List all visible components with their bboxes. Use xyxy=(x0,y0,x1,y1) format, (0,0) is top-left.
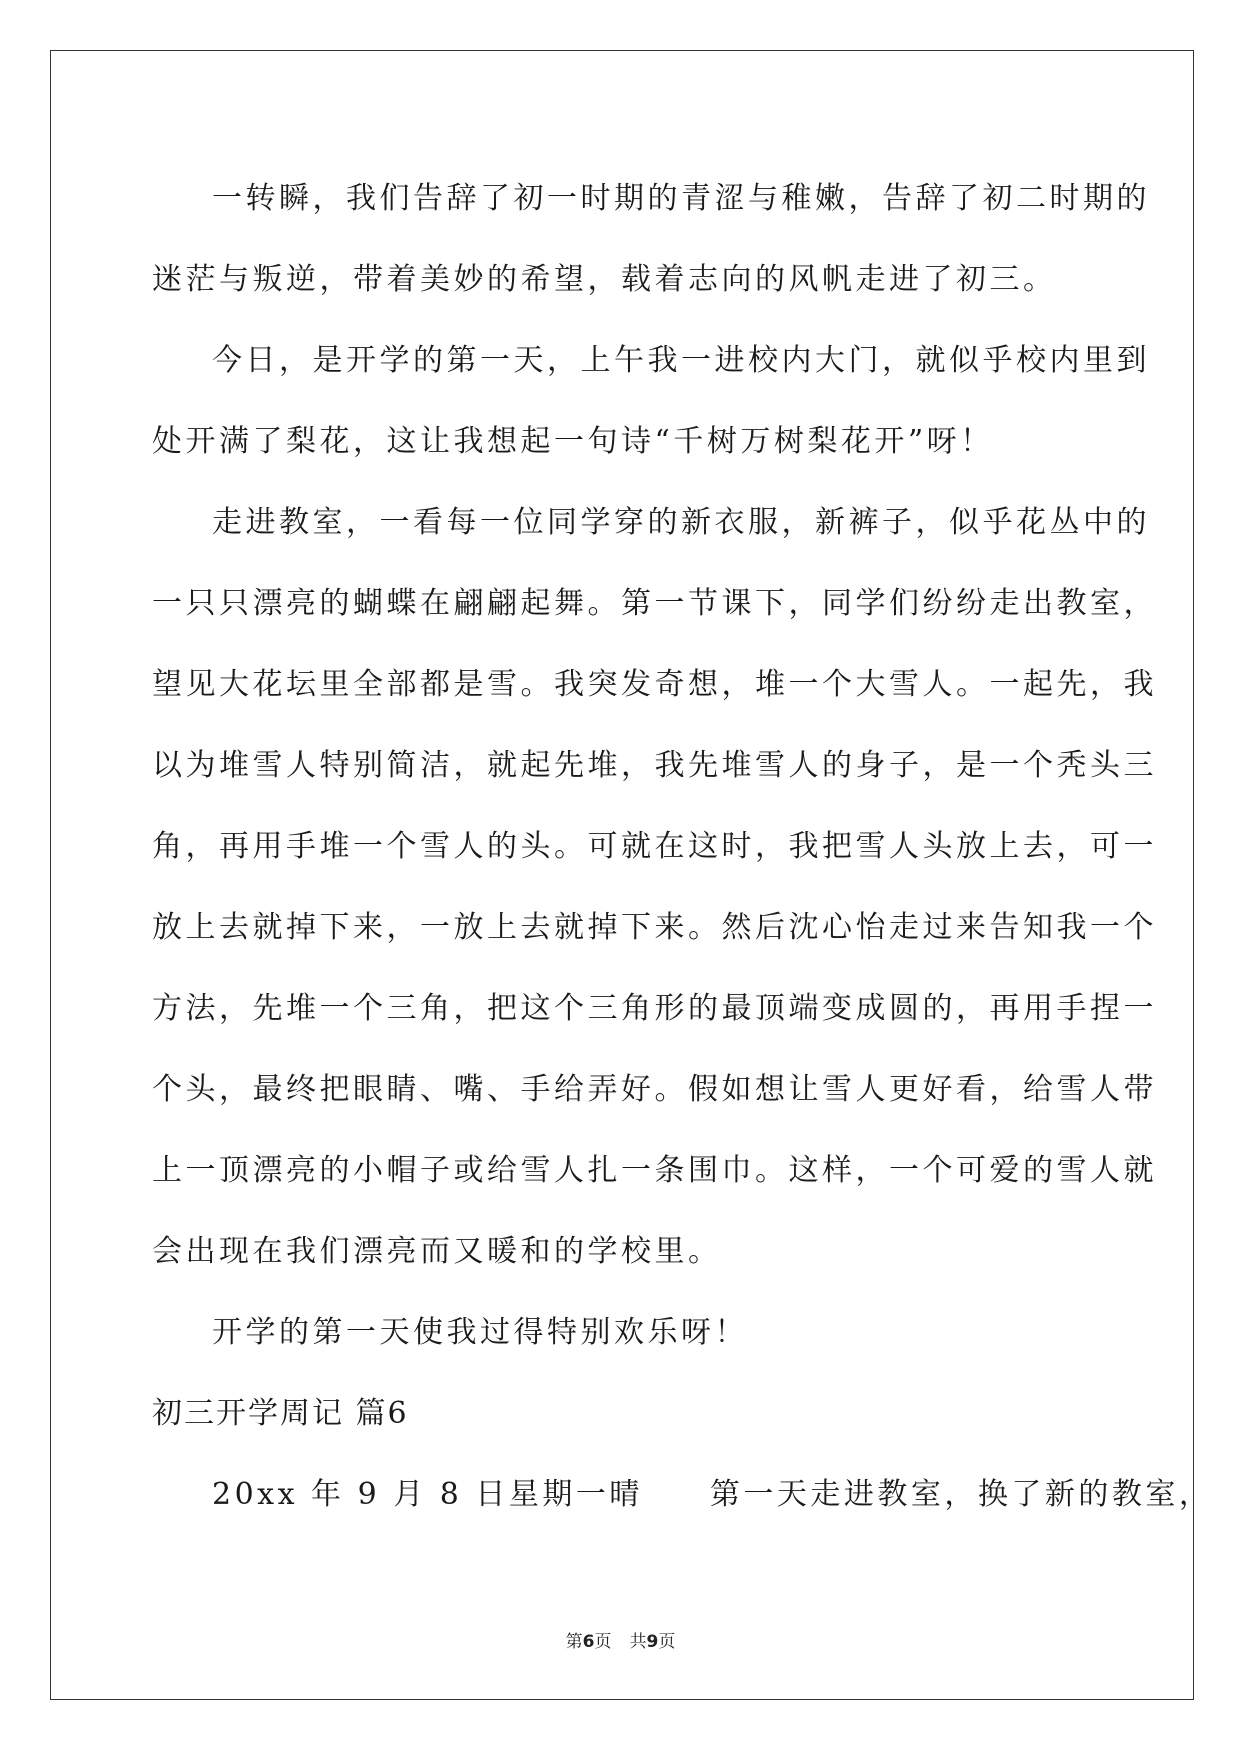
total-prefix: 共 xyxy=(629,1632,647,1652)
text-line: 处开满了梨花，这让我想起一句诗“千树万树梨花开”呀！ xyxy=(152,424,994,459)
total-suffix: 页 xyxy=(658,1632,676,1652)
text-line: 一只只漂亮的蝴蝶在翩翩起舞。第一节课下，同学们纷纷走出教室， xyxy=(152,586,1157,621)
text-line: 角，再用手堆一个雪人的头。可就在这时，我把雪人头放上去，可一 xyxy=(152,829,1157,864)
text-line: 迷茫与叛逆，带着美妙的希望，载着志向的风帆走进了初三。 xyxy=(152,262,1057,297)
text-line: 以为堆雪人特别简洁，就起先堆，我先堆雪人的身子，是一个秃头三 xyxy=(152,748,1157,783)
page-suffix: 页 xyxy=(594,1632,612,1652)
text-line: 一转瞬，我们告辞了初一时期的青涩与稚嫩，告辞了初二时期的 xyxy=(212,181,1150,216)
text-line: 20xx 年 9 月 8 日星期一晴 第一天走进教室，换了新的教室， xyxy=(212,1477,1213,1512)
text-line: 开学的第一天使我过得特别欢乐呀！ xyxy=(212,1315,748,1350)
text-line: 上一顶漂亮的小帽子或给雪人扎一条围巾。这样，一个可爱的雪人就 xyxy=(152,1153,1157,1188)
page-total: 9 xyxy=(646,1632,659,1652)
document-body xyxy=(152,158,1213,1535)
text-line: 望见大花坛里全部都是雪。我突发奇想，堆一个大雪人。一起先，我 xyxy=(152,667,1157,702)
section-heading: 初三开学周记 篇6 xyxy=(152,1396,409,1431)
text-line: 会出现在我们漂亮而又暖和的学校里。 xyxy=(152,1234,722,1269)
page-prefix: 第 xyxy=(565,1632,583,1652)
text-line: 走进教室，一看每一位同学穿的新衣服，新裤子，似乎花丛中的 xyxy=(212,505,1150,540)
text-line: 个头，最终把眼睛、嘴、手给弄好。假如想让雪人更好看，给雪人带 xyxy=(152,1072,1157,1107)
text-line: 方法，先堆一个三角，把这个三角形的最顶端变成圆的，再用手捏一 xyxy=(152,991,1157,1026)
text-line: 今日，是开学的第一天，上午我一进校内大门，就似乎校内里到 xyxy=(212,343,1150,378)
page-footer xyxy=(0,1627,1241,1652)
text-line: 放上去就掉下来，一放上去就掉下来。然后沈心怡走过来告知我一个 xyxy=(152,910,1157,945)
page-current: 6 xyxy=(582,1632,595,1652)
